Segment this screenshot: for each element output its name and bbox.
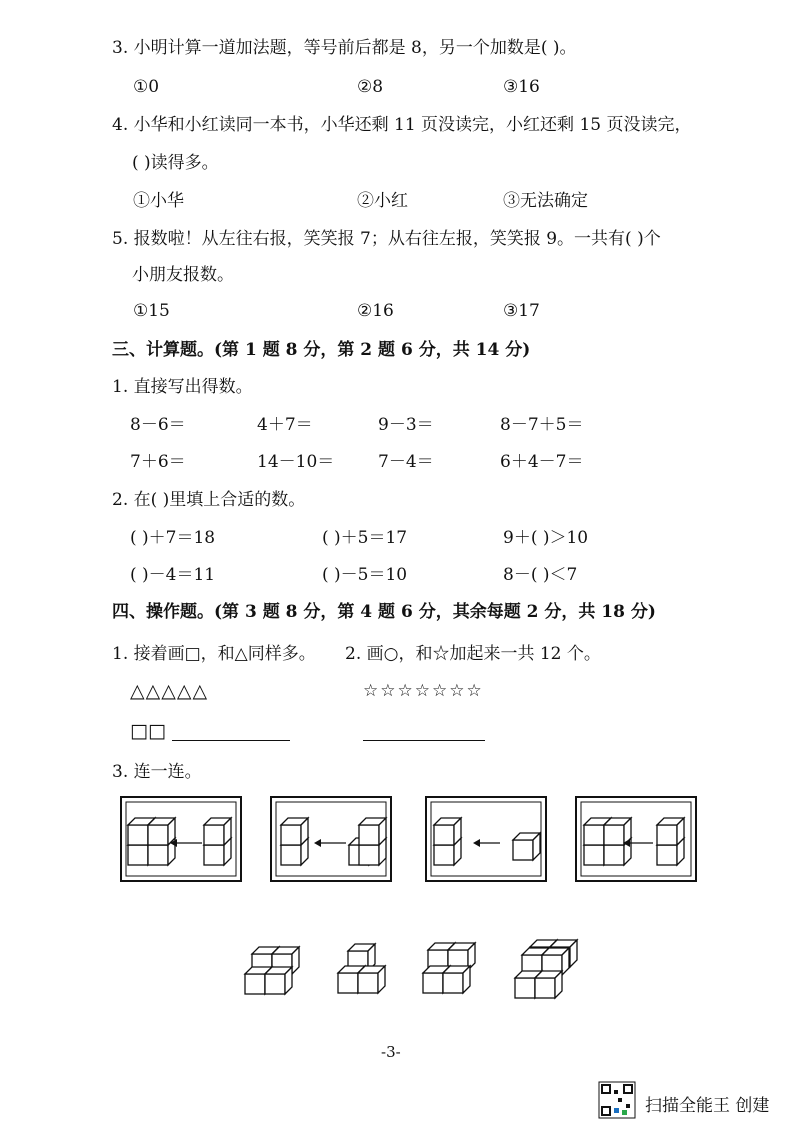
calc-q1-item: 9－3＝ — [378, 415, 434, 435]
view-card-2[interactable] — [271, 797, 391, 881]
q4-option-1[interactable]: ①小华 — [133, 191, 184, 211]
q4-option-3[interactable]: ③无法确定 — [503, 191, 588, 211]
q5-option-1[interactable]: ①15 — [133, 301, 170, 321]
calc-q2-title: 2. 在( )里填上合适的数。 — [112, 490, 306, 510]
q3-option-1[interactable]: ①0 — [133, 77, 160, 97]
q3-option-2[interactable]: ②8 — [357, 77, 384, 97]
q5-text-line2: 小朋友报数。 — [132, 265, 234, 285]
calc-q1-item: 7＋6＝ — [130, 452, 186, 472]
stars-row: ☆☆☆☆☆☆☆ — [363, 681, 484, 701]
calc-q1-item: 7－4＝ — [378, 452, 434, 472]
calc-q1-item: 8－7＋5＝ — [500, 415, 584, 435]
q3-option-3[interactable]: ③16 — [503, 77, 540, 97]
calc-q2-item[interactable]: 9＋( )＞10 — [503, 528, 589, 548]
solid-3[interactable] — [423, 943, 475, 993]
calc-q2-item[interactable]: 8－( )＜7 — [503, 565, 578, 585]
q4-option-2[interactable]: ②小红 — [357, 191, 408, 211]
q4-text-line2: ( )读得多。 — [132, 153, 219, 173]
calc-q1-item: 6＋4－7＝ — [500, 452, 584, 472]
q4-text-line1: 4. 小华和小红读同一本书，小华还剩 11 页没读完，小红还剩 15 页没读完， — [112, 115, 692, 135]
draw-q2-title: 2. 画○，和☆加起来一共 12 个。 — [345, 644, 601, 664]
view-card-4[interactable] — [576, 797, 696, 881]
draw-q1-title: 1. 接着画□，和△同样多。 — [112, 644, 316, 664]
q5-option-3[interactable]: ③17 — [503, 301, 540, 321]
connect-q3-title: 3. 连一连。 — [112, 762, 202, 782]
q5-text-line1: 5. 报数啦！从左往右报，笑笑报 7；从右往左报，笑笑报 9。一共有( )个 — [112, 229, 661, 249]
section-three-heading: 三、计算题。(第 1 题 8 分，第 2 题 6 分，共 14 分) — [112, 340, 531, 360]
calc-q2-item[interactable]: ( )－5＝10 — [322, 565, 408, 585]
squares-row: □□ — [130, 720, 166, 742]
triangles-row: △△△△△ — [130, 680, 209, 702]
calc-q1-item: 14－10＝ — [257, 452, 335, 472]
qr-code-icon — [599, 1082, 635, 1118]
solid-2[interactable] — [338, 944, 385, 993]
watermark-text: 扫描全能王 创建 — [645, 1096, 770, 1116]
view-card-1[interactable] — [121, 797, 241, 881]
page-number: -3- — [381, 1043, 401, 1061]
solid-4[interactable] — [515, 940, 577, 998]
solid-1[interactable] — [245, 947, 299, 994]
q3-text: 3. 小明计算一道加法题，等号前后都是 8，另一个加数是( )。 — [112, 38, 577, 58]
calc-q2-item[interactable]: ( )－4＝11 — [130, 565, 216, 585]
section-four-heading: 四、操作题。(第 3 题 8 分，第 4 题 6 分，其余每题 2 分，共 18 分) — [112, 602, 656, 622]
q5-option-2[interactable]: ②16 — [357, 301, 394, 321]
view-card-3[interactable] — [426, 797, 546, 881]
calc-q1-item: 4＋7＝ — [257, 415, 313, 435]
calc-q2-item[interactable]: ( )＋5＝17 — [322, 528, 408, 548]
calc-q1-item: 8－6＝ — [130, 415, 186, 435]
calc-q1-title: 1. 直接写出得数。 — [112, 377, 253, 397]
calc-q2-item[interactable]: ( )＋7＝18 — [130, 528, 216, 548]
